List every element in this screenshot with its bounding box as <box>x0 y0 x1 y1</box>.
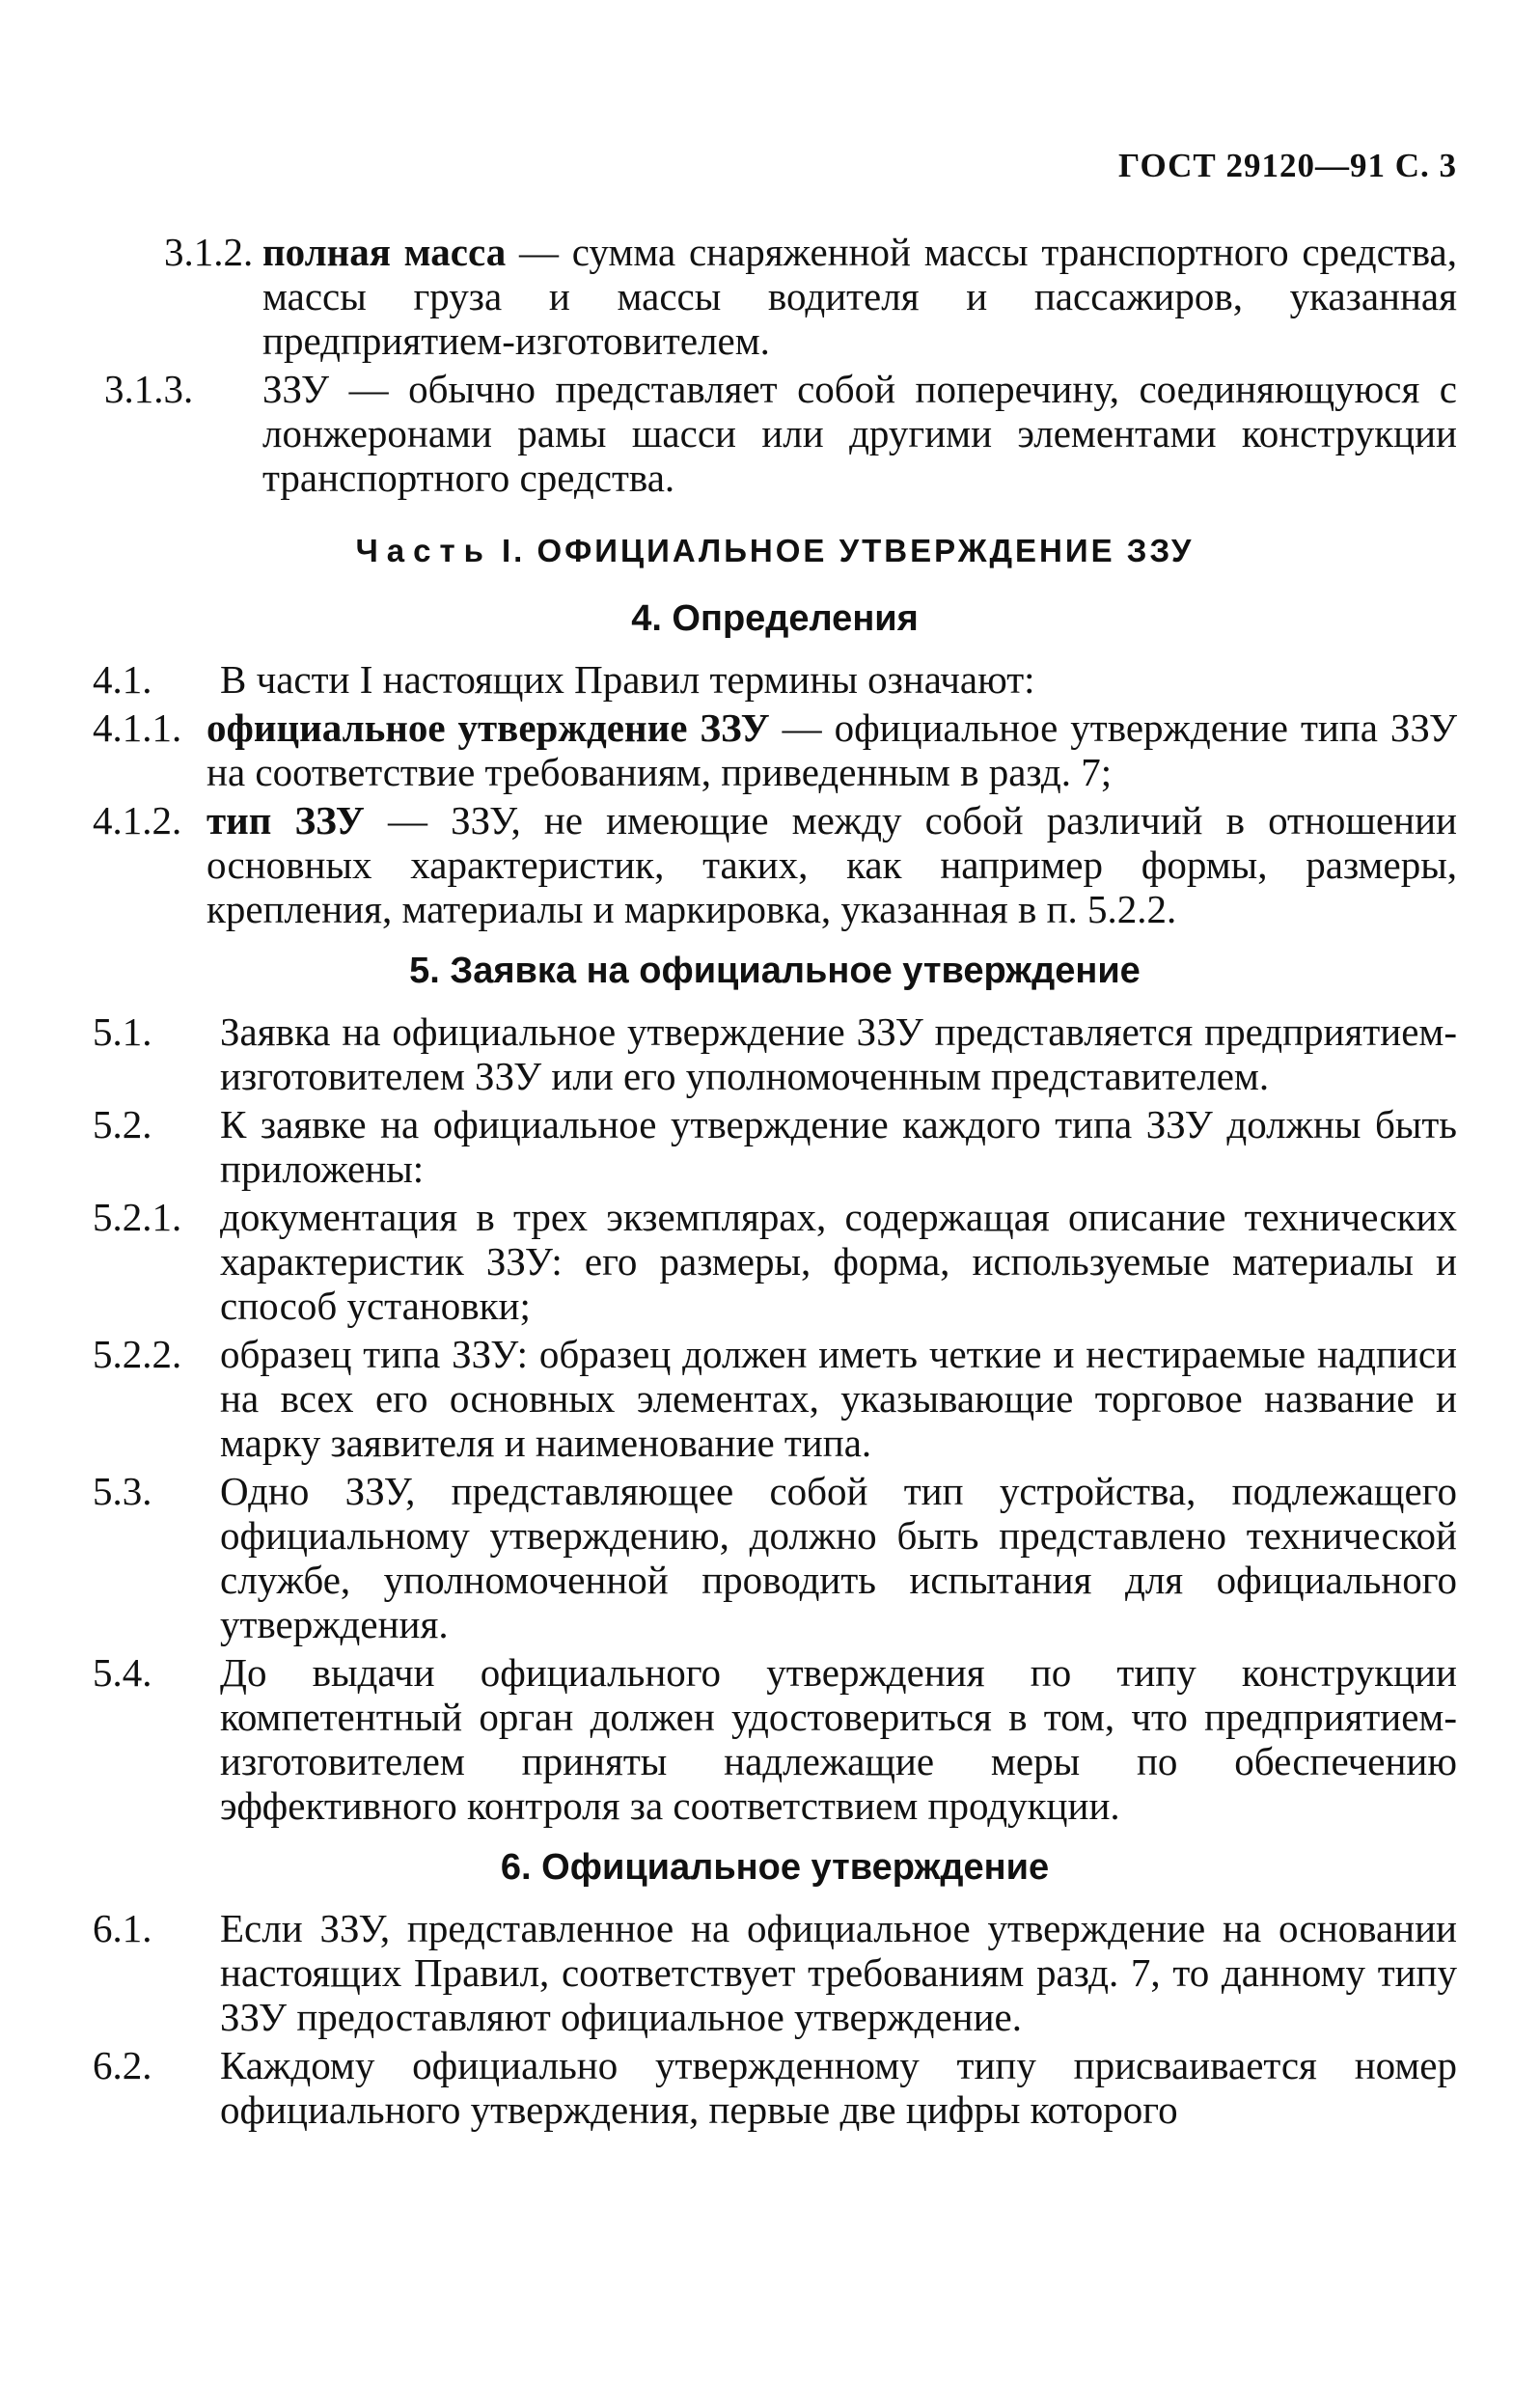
clause-text: Заявка на официальное утверждение ЗЗУ представляется предприятием-изготовителем ЗЗУ или его уполномоченным представителем. <box>220 1009 1457 1098</box>
clause-5-4 <box>93 1650 1457 1828</box>
clause-5-2-2 <box>93 1332 1457 1465</box>
section-5-title: 5. Заявка на официальное утверждение <box>409 951 1141 991</box>
clause-text: документация в трех экземплярах, содержащая описание технических характеристик ЗЗУ: его размеры, форма, используемые материалы и способ установки; <box>220 1195 1457 1328</box>
clause-number: 4.1. <box>93 657 152 702</box>
clause-text: — сумма снаряженной массы транспортного средства, массы груза и массы водителя и пассажиров, указанная предприятием-изготовителем. <box>262 230 1457 363</box>
section-6-title: 6. Официальное утверждение <box>500 1847 1050 1888</box>
page-header: ГОСТ 29120—91 С. 3 <box>1118 147 1457 184</box>
clause-5-3 <box>93 1469 1457 1646</box>
clause-text: ЗЗУ — обычно представляет собой поперечину, соединяющуюся с лонжеронами рамы шасси или другими элементами конструкции транспортного средства. <box>262 367 1457 500</box>
clause-number: 5.4. <box>93 1650 152 1695</box>
clause-number: 6.1. <box>93 1906 152 1950</box>
clause-number: 3.1.2. <box>164 230 254 274</box>
clause-text: В части I настоящих Правил термины означают: <box>220 657 1035 702</box>
clause-5-1 <box>93 1009 1457 1098</box>
document-body <box>93 230 1457 2136</box>
clause-3-1-2 <box>93 230 1457 363</box>
part-name: I. ОФИЦИАЛЬНОЕ УТВЕРЖДЕНИЕ ЗЗУ <box>501 533 1195 568</box>
term: тип ЗЗУ <box>206 798 365 842</box>
part-label: Часть <box>355 533 492 568</box>
clause-text: До выдачи официального утверждения по типу конструкции компетентный орган должен удостовериться в том, что предприятием-изготовителем приняты надлежащие меры по обеспечению эффективного контроля за соответствием продукции. <box>220 1650 1457 1828</box>
clause-number: 3.1.3. <box>104 367 194 411</box>
clause-number: 4.1.1. <box>93 705 182 750</box>
clause-5-2-1 <box>93 1195 1457 1328</box>
clause-text: образец типа ЗЗУ: образец должен иметь четкие и нестираемые надписи на всех его основных элементах, указывающие торговое название и марку заявителя и наименование типа. <box>220 1332 1457 1465</box>
clause-4-1-1 <box>93 705 1457 794</box>
clause-text: — официальное утверждение типа ЗЗУ на соответствие требованиям, приведенным в разд. 7; <box>206 705 1457 794</box>
clause-text: — ЗЗУ, не имеющие между собой различий в отношении основных характеристик, таких, как например формы, размеры, крепления, материалы и маркировка, указанная в п. 5.2.2. <box>206 798 1457 931</box>
clause-4-1-2 <box>93 798 1457 931</box>
clause-number: 6.2. <box>93 2043 152 2087</box>
clause-number: 5.2. <box>93 1102 152 1146</box>
clause-4-1 <box>93 657 1457 702</box>
clause-text: К заявке на официальное утверждение каждого типа ЗЗУ должны быть приложены: <box>220 1102 1457 1191</box>
clause-3-1-3 <box>93 367 1457 500</box>
clause-number: 5.3. <box>93 1469 152 1513</box>
clause-number: 5.2.1. <box>93 1195 182 1239</box>
clause-number: 4.1.2. <box>93 798 182 842</box>
clause-5-2 <box>93 1102 1457 1191</box>
clause-number: 5.2.2. <box>93 1332 182 1376</box>
clause-text: Если ЗЗУ, представленное на официальное утверждение на основании настоящих Правил, соответствует требованиям разд. 7, то данному типу ЗЗУ предоставляют официальное утверждение. <box>220 1906 1457 2039</box>
clause-6-2 <box>93 2043 1457 2132</box>
term: полная масса <box>262 230 507 274</box>
section-4-title: 4. Определения <box>631 598 919 639</box>
part-title <box>93 533 1457 569</box>
clause-text: Одно ЗЗУ, представляющее собой тип устройства, подлежащего официальному утверждению, должно быть представлено технической службе, уполномоченной проводить испытания для официального утверждения. <box>220 1469 1457 1646</box>
clause-number: 5.1. <box>93 1009 152 1054</box>
clause-6-1 <box>93 1906 1457 2039</box>
term: официальное утверждение ЗЗУ <box>206 705 770 750</box>
clause-text: Каждому официально утвержденному типу присваивается номер официального утверждения, первые две цифры которого <box>220 2043 1457 2132</box>
